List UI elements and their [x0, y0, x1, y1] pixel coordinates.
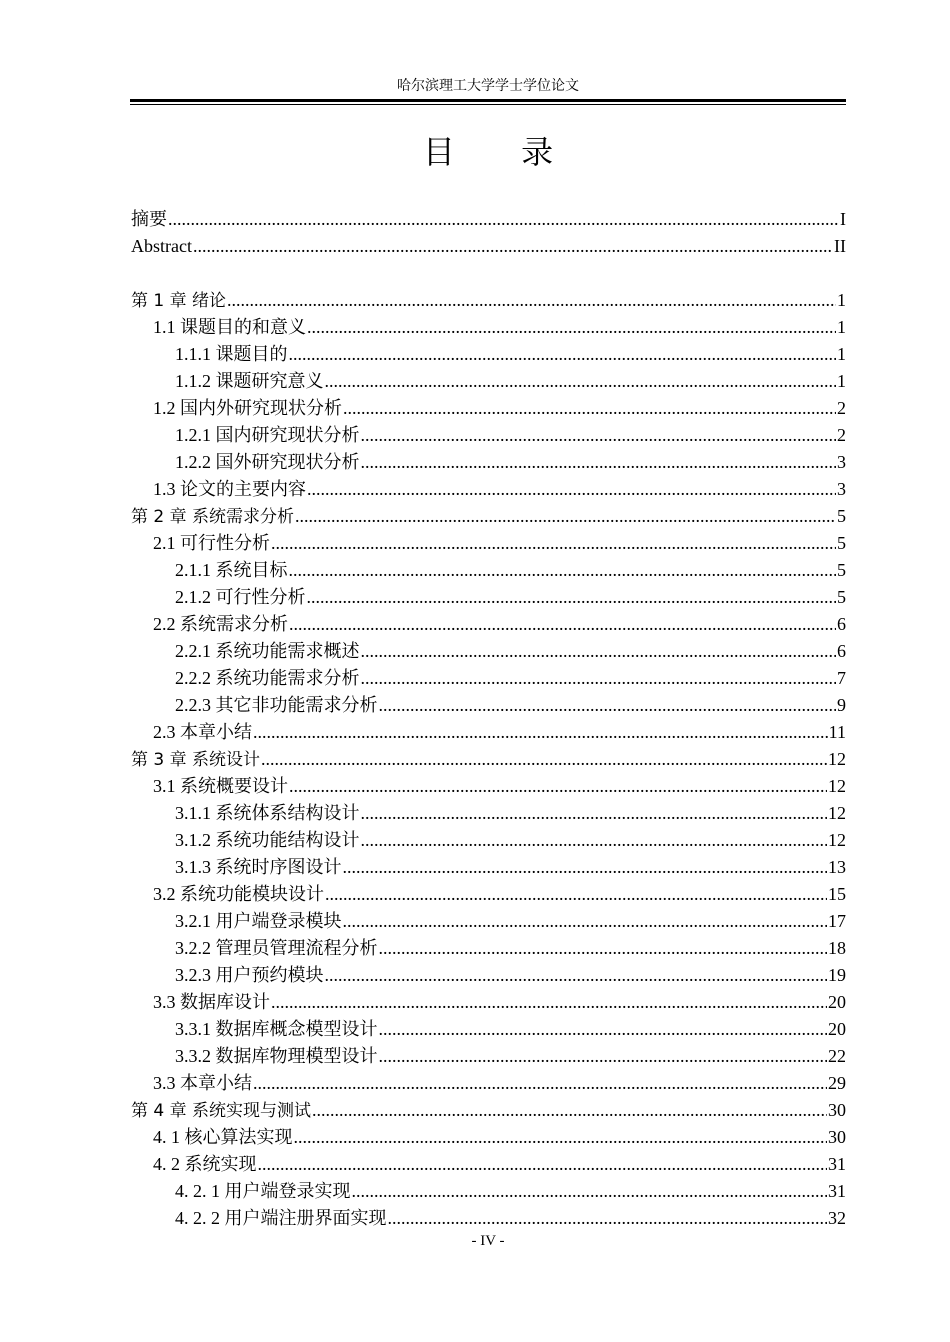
toc-entry-title: 3.1.1 系统体系结构设计: [175, 803, 360, 823]
toc-entry-title: 3.2 系统功能模块设计: [153, 884, 324, 904]
toc-entry-page: 17: [828, 911, 846, 931]
toc-chapter-entry[interactable]: [131, 746, 846, 773]
toc-entry[interactable]: [131, 773, 846, 800]
toc-dot-leader: [307, 476, 836, 503]
toc-entry[interactable]: [131, 719, 846, 746]
toc-entry[interactable]: [131, 557, 846, 584]
toc-entry-page: 1: [837, 344, 846, 364]
toc-entry-title: 1.2.1 国内研究现状分析: [175, 425, 360, 445]
toc-entry-page: 5: [837, 560, 846, 580]
toc-entry-page: 20: [828, 1019, 846, 1039]
toc-dot-leader: [361, 827, 828, 854]
toc-entry-title: 3.3.1 数据库概念模型设计: [175, 1019, 378, 1039]
toc-entry-page: 6: [837, 614, 846, 634]
toc-dot-leader: [295, 503, 836, 530]
toc-entry[interactable]: [131, 665, 846, 692]
toc-entry[interactable]: [131, 584, 846, 611]
toc-entry-title: 4. 2. 1 用户端登录实现: [175, 1181, 351, 1201]
toc-dot-leader: [343, 395, 836, 422]
toc-dot-leader: [253, 719, 828, 746]
toc-entry[interactable]: [131, 233, 846, 260]
toc-dot-leader: [307, 584, 837, 611]
toc-entry-page: 12: [828, 776, 846, 796]
toc-entry-page: 30: [828, 1127, 846, 1147]
toc-dot-leader: [312, 1097, 827, 1124]
toc-entry-title: 1.2 国内外研究现状分析: [153, 398, 342, 418]
toc-entry-page: 31: [828, 1181, 846, 1201]
toc-dot-leader: [343, 854, 828, 881]
toc-entry-title: 1.1.1 课题目的: [175, 344, 288, 364]
toc-entry-title: 2.3 本章小结: [153, 722, 252, 742]
toc-entry-title: 4. 2. 2 用户端注册界面实现: [175, 1208, 387, 1228]
toc-entry[interactable]: [131, 800, 846, 827]
header-rule-thin: [130, 104, 846, 105]
toc-entry[interactable]: [131, 341, 846, 368]
toc-entry-title: 3.3 数据库设计: [153, 992, 270, 1012]
toc-dot-leader: [325, 368, 837, 395]
toc-entry[interactable]: [131, 854, 846, 881]
toc-dot-leader: [258, 1151, 828, 1178]
toc-entry-page: 6: [837, 641, 846, 661]
toc-dot-leader: [379, 1016, 828, 1043]
toc-entry[interactable]: [131, 638, 846, 665]
toc-dot-leader: [289, 773, 827, 800]
toc-entry[interactable]: [131, 449, 846, 476]
toc-entry-page: 1: [837, 290, 846, 310]
toc-entry[interactable]: [131, 611, 846, 638]
toc-dot-leader: [388, 1205, 828, 1232]
toc-entry-title: 1.1 课题目的和意义: [153, 317, 306, 337]
toc-entry[interactable]: [131, 422, 846, 449]
toc-entry-page: 5: [837, 506, 846, 526]
toc-entry-page: 9: [837, 695, 846, 715]
toc-entry[interactable]: [131, 962, 846, 989]
toc-entry-title: 2.2.2 系统功能需求分析: [175, 668, 360, 688]
toc-entry[interactable]: [131, 827, 846, 854]
toc-dot-leader: [294, 1124, 828, 1151]
toc-entry-title: 第 4 章 系统实现与测试: [131, 1101, 312, 1121]
toc-entry[interactable]: [131, 1070, 846, 1097]
toc-entry[interactable]: [131, 692, 846, 719]
toc-entry-page: 13: [828, 857, 846, 877]
toc-entry-page: 12: [828, 803, 846, 823]
toc-entry-title: 4. 1 核心算法实现: [153, 1127, 293, 1147]
toc-entry-page: 5: [837, 587, 846, 607]
toc-entry-page: 19: [828, 965, 846, 985]
toc-chapter-entry[interactable]: [131, 503, 846, 530]
toc-entry[interactable]: [131, 1205, 846, 1232]
toc-entry[interactable]: [131, 935, 846, 962]
toc-entry-title: 3.1 系统概要设计: [153, 776, 288, 796]
toc-dot-leader: [261, 746, 827, 773]
toc-entry-title: 1.2.2 国外研究现状分析: [175, 452, 360, 472]
toc-dot-leader: [168, 206, 839, 233]
toc-dot-leader: [227, 287, 836, 314]
toc-entry-title: 第 1 章 绪论: [131, 291, 227, 311]
toc-entry-title: 2.2.1 系统功能需求概述: [175, 641, 360, 661]
toc-entry-page: 29: [828, 1073, 846, 1093]
toc-entry-title: Abstract: [131, 236, 192, 256]
toc-dot-leader: [289, 557, 837, 584]
toc-entry-page: II: [834, 236, 846, 256]
toc-dot-leader: [352, 1178, 828, 1205]
toc-entry-title: 第 3 章 系统设计: [131, 750, 261, 770]
toc-entry-title: 摘要: [131, 209, 167, 229]
toc-dot-leader: [361, 800, 828, 827]
toc-entry[interactable]: [131, 1151, 846, 1178]
toc-entry-page: 18: [828, 938, 846, 958]
toc-entry-page: 12: [828, 749, 846, 769]
toc-entry[interactable]: [131, 1043, 846, 1070]
toc-chapter-entry[interactable]: [131, 287, 846, 314]
toc-entry[interactable]: [131, 989, 846, 1016]
header-rule-thick: [130, 99, 846, 102]
toc-dot-leader: [253, 1070, 827, 1097]
toc-dot-leader: [361, 665, 837, 692]
toc-entry-page: 11: [828, 722, 846, 742]
toc-dot-leader: [361, 422, 837, 449]
toc-entry-title: 1.1.2 课题研究意义: [175, 371, 324, 391]
table-of-contents: [131, 206, 846, 1232]
toc-entry-page: 20: [828, 992, 846, 1012]
toc-entry-title: 3.2.1 用户端登录模块: [175, 911, 342, 931]
toc-dot-leader: [379, 935, 828, 962]
toc-entry-page: 31: [828, 1154, 846, 1174]
toc-dot-leader: [379, 692, 837, 719]
toc-dot-leader: [271, 989, 827, 1016]
toc-entry-page: 1: [837, 371, 846, 391]
running-header: 哈尔滨理工大学学士学位论文: [397, 79, 579, 94]
toc-entry-title: 3.1.2 系统功能结构设计: [175, 830, 360, 850]
toc-entry-page: 2: [837, 425, 846, 445]
toc-entry[interactable]: [131, 206, 846, 233]
toc-dot-leader: [307, 314, 836, 341]
toc-entry-page: 12: [828, 830, 846, 850]
toc-title: 目 录: [422, 133, 582, 171]
toc-dot-leader: [325, 881, 827, 908]
toc-dot-leader: [193, 233, 833, 260]
toc-entry[interactable]: [131, 1178, 846, 1205]
toc-dot-leader: [271, 530, 836, 557]
toc-entry-page: 15: [828, 884, 846, 904]
toc-entry-title: 第 2 章 系统需求分析: [131, 507, 295, 527]
toc-entry-title: 2.1.1 系统目标: [175, 560, 288, 580]
toc-entry[interactable]: [131, 881, 846, 908]
toc-entry-title: 4. 2 系统实现: [153, 1154, 257, 1174]
toc-entry-title: 2.1 可行性分析: [153, 533, 270, 553]
toc-entry-page: 3: [837, 452, 846, 472]
toc-entry-page: 30: [828, 1100, 846, 1120]
toc-dot-leader: [343, 908, 828, 935]
toc-entry-title: 3.3 本章小结: [153, 1073, 252, 1093]
toc-entry-title: 1.3 论文的主要内容: [153, 479, 306, 499]
toc-entry-title: 3.1.3 系统时序图设计: [175, 857, 342, 877]
toc-entry[interactable]: [131, 1124, 846, 1151]
toc-entry-title: 3.2.2 管理员管理流程分析: [175, 938, 378, 958]
toc-dot-leader: [289, 611, 836, 638]
toc-entry[interactable]: [131, 314, 846, 341]
toc-entry-page: I: [840, 209, 846, 229]
toc-dot-leader: [361, 449, 837, 476]
toc-entry[interactable]: [131, 368, 846, 395]
toc-entry[interactable]: [131, 395, 846, 422]
page-number: - IV -: [471, 1233, 505, 1249]
toc-entry-title: 3.3.2 数据库物理模型设计: [175, 1046, 378, 1066]
toc-chapter-entry[interactable]: [131, 1097, 846, 1124]
toc-entry-title: 2.2.3 其它非功能需求分析: [175, 695, 378, 715]
toc-dot-leader: [289, 341, 837, 368]
toc-entry-page: 2: [837, 398, 846, 418]
toc-dot-leader: [379, 1043, 828, 1070]
toc-entry-page: 1: [837, 317, 846, 337]
toc-entry-page: 22: [828, 1046, 846, 1066]
toc-entry-title: 3.2.3 用户预约模块: [175, 965, 324, 985]
toc-entry[interactable]: [131, 908, 846, 935]
toc-entry[interactable]: [131, 476, 846, 503]
toc-entry-title: 2.2 系统需求分析: [153, 614, 288, 634]
toc-entry-page: 7: [837, 668, 846, 688]
toc-entry-page: 32: [828, 1208, 846, 1228]
toc-entry-page: 5: [837, 533, 846, 553]
toc-entry[interactable]: [131, 1016, 846, 1043]
toc-dot-leader: [325, 962, 828, 989]
toc-dot-leader: [361, 638, 837, 665]
toc-entry[interactable]: [131, 530, 846, 557]
toc-entry-page: 3: [837, 479, 846, 499]
toc-entry-title: 2.1.2 可行性分析: [175, 587, 306, 607]
